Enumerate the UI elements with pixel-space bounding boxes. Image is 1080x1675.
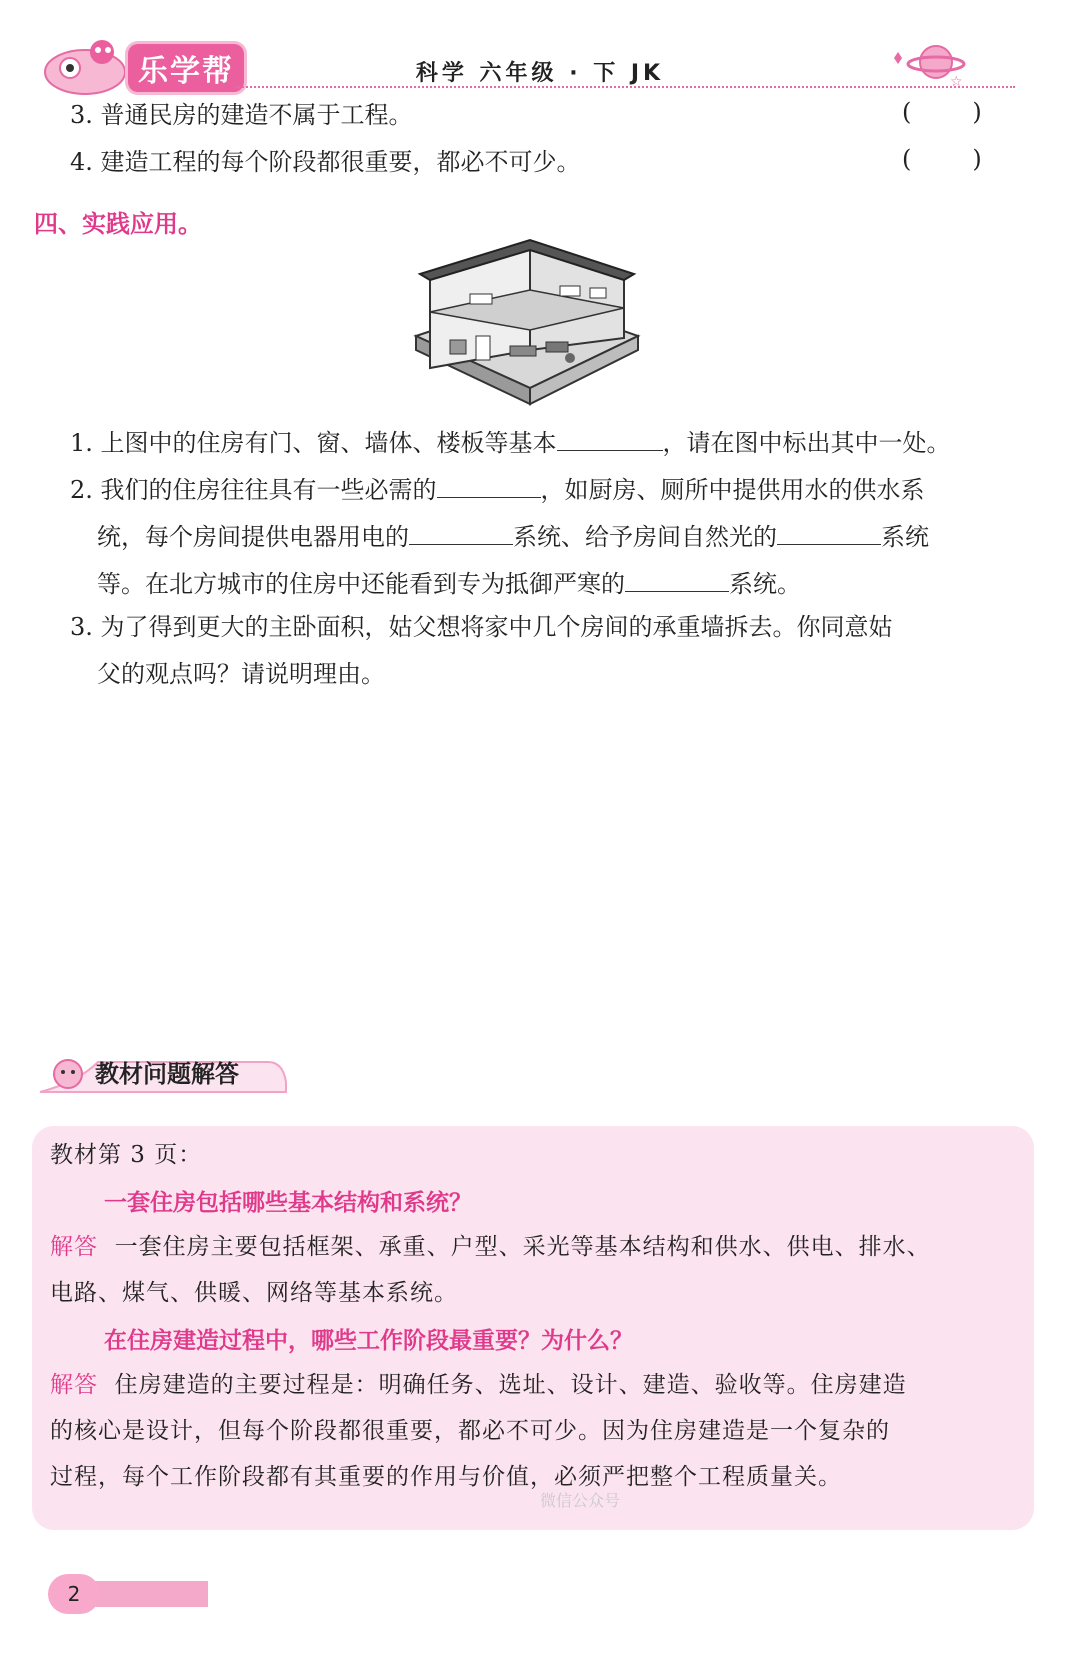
brand-logo: 乐学帮 [128,44,244,92]
question-text: 统，每个房间提供电器用电的 [97,523,409,551]
answer-parenthesis[interactable]: ( ) [902,145,982,173]
header-title: 科学 六年级 · 下 JK [415,61,665,86]
question-text: ，请在图中标出其中一处。 [662,429,951,457]
watermark: 微信公众号 [540,1491,621,1510]
answer-writing-area[interactable] [70,700,980,1000]
section-title: 教材问题解答 [95,1060,239,1088]
fill-blank[interactable] [625,563,729,592]
answer-line: 的核心是设计，但每个阶段都很重要，都必不可少。因为住房建造是一个复杂的 [50,1418,890,1444]
practice-question-3-line-1: 3. 为了得到更大的主卧面积，姑父想将家中几个房间的承重墙拆去。你同意姑 [70,613,893,641]
fill-blank[interactable] [777,516,881,545]
answer-line [50,1368,907,1402]
question-text: 系统、给予房间自然光的 [513,523,777,551]
answer-line [50,1230,931,1264]
fill-blank[interactable] [557,422,663,451]
fill-blank[interactable] [437,469,541,498]
section-title: 四、实践应用。 [34,210,202,238]
answer-line: 电路、煤气、供暖、网络等基本系统。 [50,1280,458,1306]
answer-parenthesis[interactable]: ( ) [902,98,982,126]
judge-item-3: 3. 普通民房的建造不属于工程。 [70,101,413,129]
practice-question-3-line-2: 父的观点吗？请说明理由。 [97,660,385,688]
question-text: 系统 [881,523,929,551]
answer-line: 过程，每个工作阶段都有其重要的作用与价值，必须严把整个工程质量关。 [50,1464,842,1490]
practice-question-2-line-2 [97,516,929,554]
page-number-bar [92,1581,208,1607]
question-text: 等。在北方城市的住房中还能看到专为抵御严寒的 [97,570,625,598]
star-icon: ☆ [950,74,963,90]
question-text: ，如厨房、厕所中提供用水的供水系 [540,476,925,504]
answer-text: 一套住房主要包括框架、承重、户型、采光等基本结构和供水、供电、排水、 [114,1234,931,1260]
answer-text: 住房建造的主要过程是：明确任务、选址、设计、建造、验收等。住房建造 [114,1372,907,1398]
answer-label: 解答 [50,1234,98,1260]
question-text: 系统。 [729,570,801,598]
page-reference: 教材第 3 页： [50,1142,203,1168]
question-text: 2. 我们的住房往往具有一些必需的 [70,476,437,504]
question-heading: 在住房建造过程中，哪些工作阶段最重要？为什么？ [104,1328,633,1354]
question-text: 1. 上图中的住房有门、窗、墙体、楼板等基本 [70,429,557,457]
page-number: 2 [48,1574,100,1614]
practice-question-1 [70,422,951,460]
judge-item-4: 4. 建造工程的每个阶段都很重要，都必不可少。 [70,148,581,176]
answer-label: 解答 [50,1372,98,1398]
question-heading: 一套住房包括哪些基本结构和系统？ [104,1190,472,1216]
house-cutaway-illustration [410,238,642,408]
practice-question-2-line-3 [97,563,801,601]
practice-question-2-line-1 [70,469,925,507]
fill-blank[interactable] [409,516,513,545]
